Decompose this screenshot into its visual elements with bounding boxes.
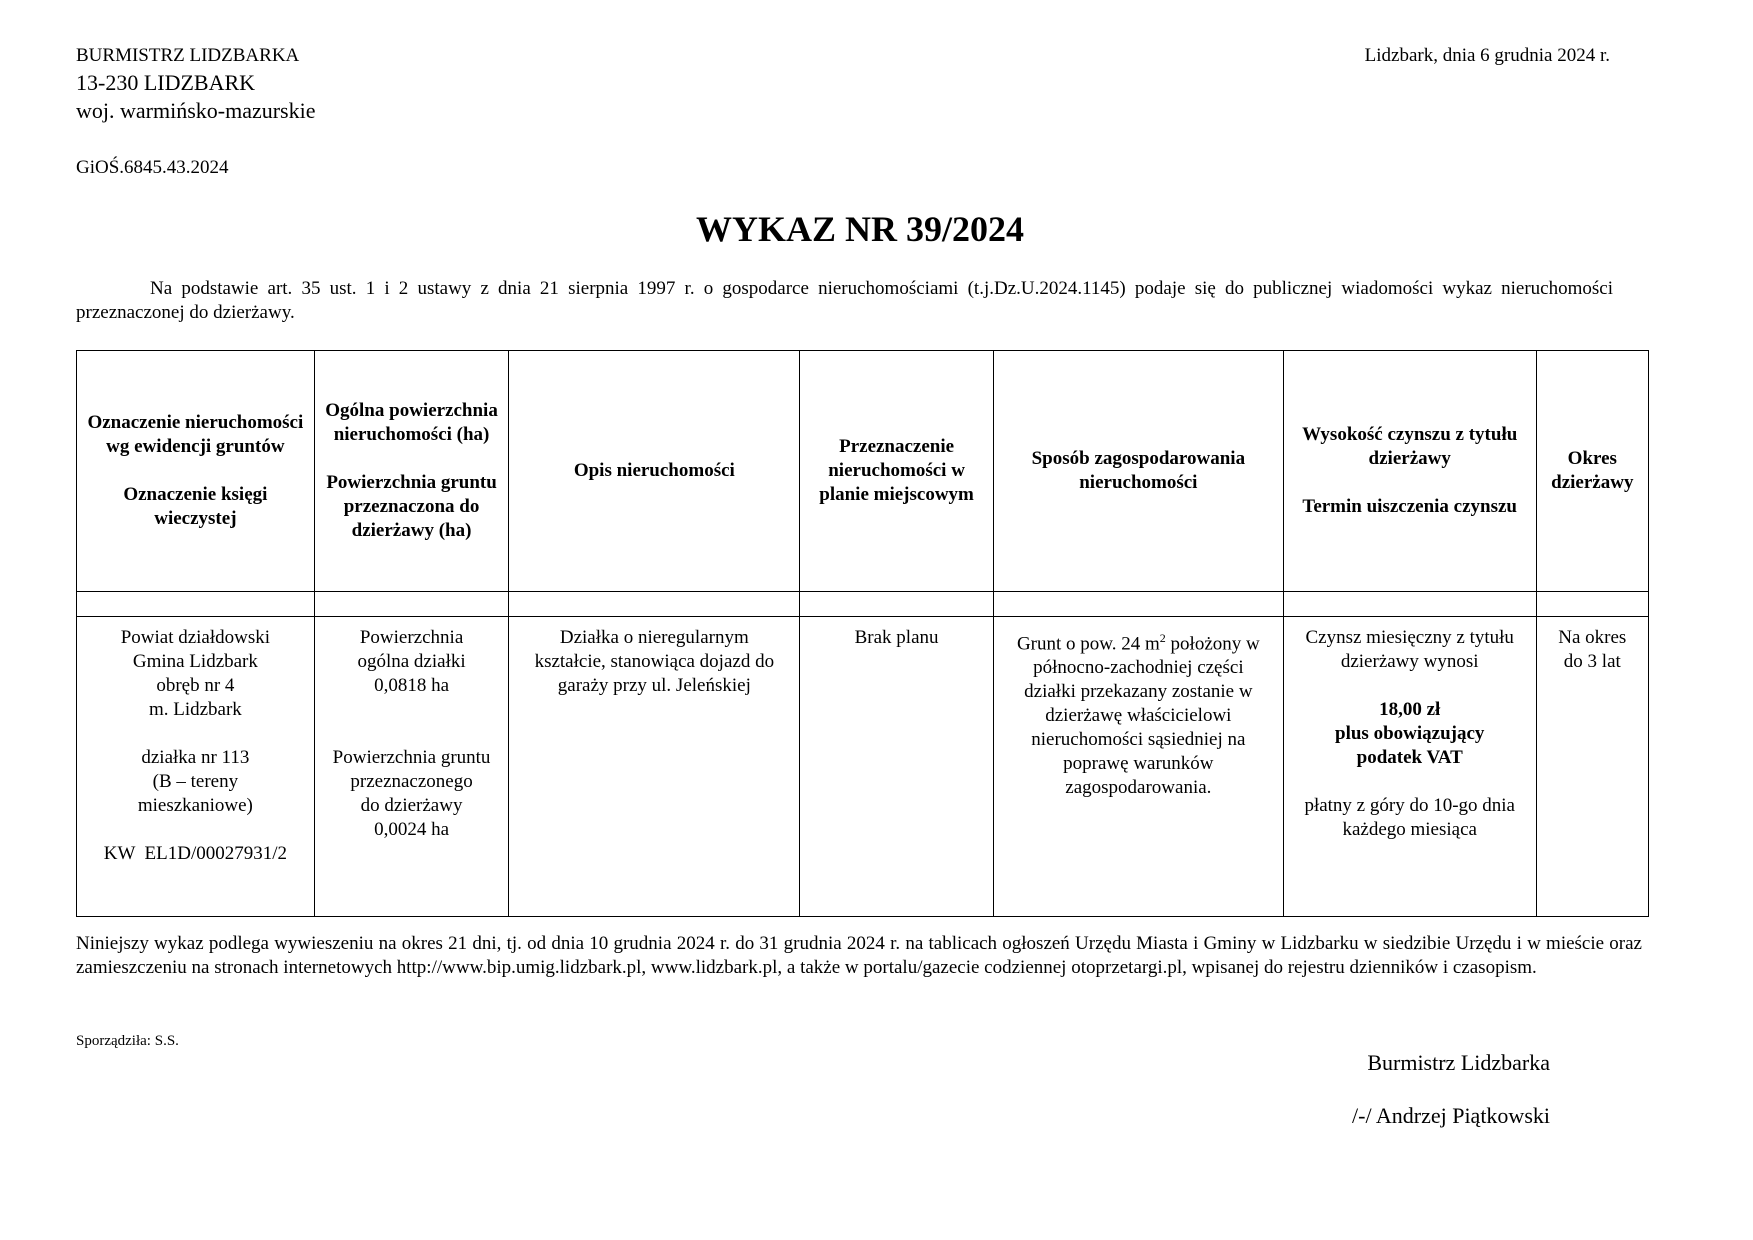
signer-name: /-/ Andrzej Piątkowski bbox=[1352, 1103, 1550, 1128]
header-usage: Sposób zagospodarowania nieruchomości bbox=[993, 351, 1283, 592]
header-description: Opis nieruchomości bbox=[509, 351, 800, 592]
table-spacer-row bbox=[77, 592, 1649, 617]
rent-amount: 18,00 zł bbox=[1379, 699, 1441, 720]
issuer-name: BURMISTRZ LIDZBARKA bbox=[76, 45, 300, 66]
cell-usage: Grunt o pow. 24 $m^2$ położony w północno-zachodniej części działki przekazany zostanie w dzierżawę właścicielowi nieruchomości sąsiedniej na poprawę warunków zagospodarowania. bbox=[993, 617, 1283, 917]
document-title: WYKAZ NR 39/2024 bbox=[695, 209, 1024, 249]
table-row bbox=[77, 617, 1649, 917]
signer-title: Burmistrz Lidzbarka bbox=[1367, 1050, 1550, 1075]
header-zoning: Przeznaczenie nieruchomości w planie miejscowym bbox=[800, 351, 994, 592]
header-land-registry-label: Oznaczenie nieruchomości wg ewidencji gruntów bbox=[87, 412, 304, 457]
header-land-registry bbox=[77, 351, 315, 592]
prepared-by: Sporządziła: S.S. bbox=[76, 1033, 179, 1049]
header-rent-amount-label: Wysokość czynszu z tytułu dzierżawy bbox=[1302, 424, 1518, 469]
issuer-region: woj. warmińsko-mazurskie bbox=[76, 98, 316, 123]
place-date: Lidzbark, dnia 6 grudnia 2024 r. bbox=[1364, 45, 1610, 66]
case-reference: GiOŚ.6845.43.2024 bbox=[76, 157, 229, 178]
header-area-lease-label: Powierzchnia gruntu przeznaczona do dzierżawy (ha) bbox=[326, 472, 497, 541]
cell-zoning: Brak planu bbox=[800, 617, 994, 917]
cell-area: Powierzchnia ogólna działki 0,0818 ha Powierzchnia gruntu przeznaczonego do dzierżawy 0,0024 ha bbox=[314, 617, 509, 917]
header-area-total-label: Ogólna powierzchnia nieruchomości (ha) bbox=[325, 400, 498, 445]
intro-paragraph: Na podstawie art. 35 ust. 1 i 2 ustawy z dnia 21 sierpnia 1997 r. o gospodarce nieruchomościami (t.j.Dz.U.2024.1145) podaje się do publicznej wiadomości wykaz nieruchomości przeznaczonej do dzierżawy. bbox=[76, 278, 1613, 323]
table-header-row bbox=[77, 351, 1649, 592]
cell-lease-period: Na okres do 3 lat bbox=[1536, 617, 1648, 917]
header-area bbox=[314, 351, 509, 592]
closing-paragraph: Niniejszy wykaz podlega wywieszeniu na okres 21 dni, tj. od dnia 10 grudnia 2024 r. do 31 grudnia 2024 r. na tablicach ogłoszeń Urzędu Miasta i Gminy w Lidzbarku w siedzibie Urzędu i w mieście oraz zamieszczeniu na stronach internetowych http://www.bip.umig.lidzbark.pl, www.lidzbark.pl, a także w portalu/gazecie codziennej otoprzetargi.pl, wpisanej do rejestru dzienników i czasopism. bbox=[76, 933, 1642, 978]
header-land-book-label: Oznaczenie księgi wieczystej bbox=[123, 484, 268, 529]
cell-land-registry: Powiat działdowski Gmina Lidzbark obręb nr 4 m. Lidzbark działka nr 113 (B – tereny mieszkaniowe) KW EL1D/00027931/2 bbox=[77, 617, 315, 917]
land-register-number: KW EL1D/00027931/2 bbox=[103, 843, 288, 864]
cell-rent: Czynsz miesięczny z tytułu dzierżawy wynosi 18,00 zł plus obowiązujący podatek VAT płatny z góry do 10-go dnia każdego miesiąca bbox=[1283, 617, 1536, 917]
header-lease-period: Okres dzierżawy bbox=[1536, 351, 1648, 592]
issuer-city: 13-230 LIDZBARK bbox=[76, 70, 256, 95]
cell-description: Działka o nieregularnym kształcie, stanowiąca dojazd do garaży przy ul. Jeleńskiej bbox=[509, 617, 800, 917]
property-list-table bbox=[76, 350, 1649, 917]
header-rent-term-label: Termin uiszczenia czynszu bbox=[1302, 496, 1518, 517]
header-rent bbox=[1283, 351, 1536, 592]
